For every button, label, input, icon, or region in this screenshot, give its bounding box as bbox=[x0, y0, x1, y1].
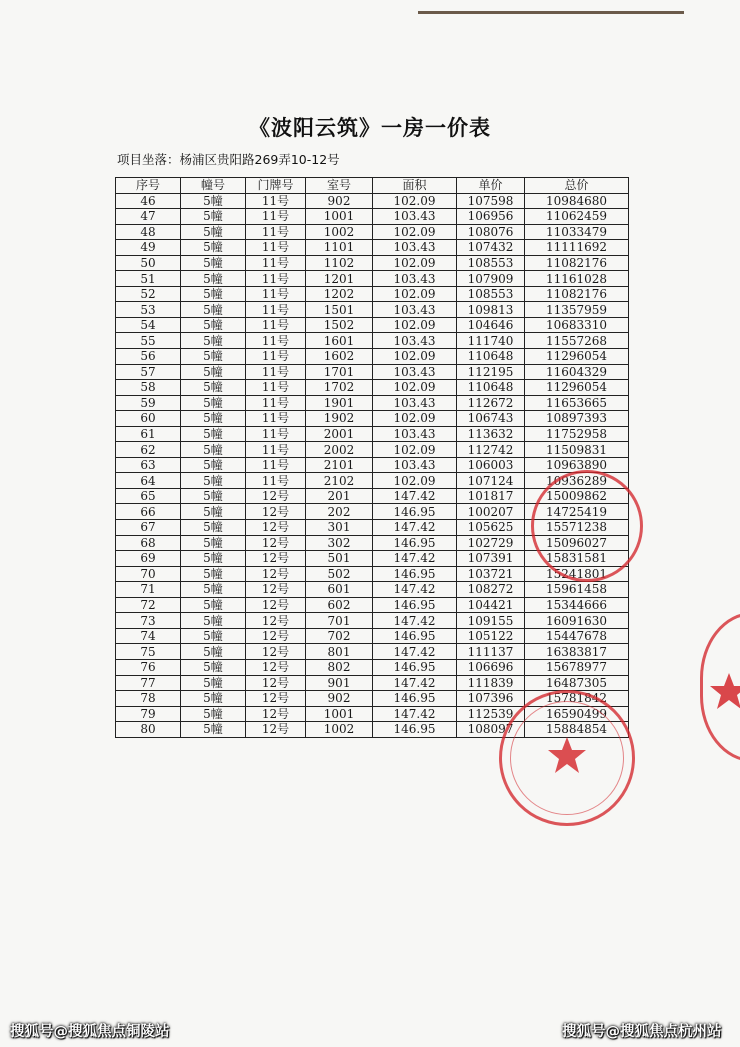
cell-door-number: 11号 bbox=[246, 240, 306, 256]
cell-door-number: 11号 bbox=[246, 317, 306, 333]
cell-area: 147.42 bbox=[373, 706, 457, 722]
cell-door-number: 11号 bbox=[246, 364, 306, 380]
cell-total-price: 15678977 bbox=[525, 659, 629, 675]
cell-unit-price: 109813 bbox=[457, 302, 525, 318]
table-row bbox=[116, 349, 629, 365]
cell-building: 5幢 bbox=[181, 193, 246, 209]
cell-area: 102.09 bbox=[373, 380, 457, 396]
table-row bbox=[116, 675, 629, 691]
cell-area: 103.43 bbox=[373, 364, 457, 380]
cell-room: 2102 bbox=[306, 473, 373, 489]
cell-total-price: 15241801 bbox=[525, 566, 629, 582]
cell-serial: 47 bbox=[116, 209, 181, 225]
cell-serial: 55 bbox=[116, 333, 181, 349]
table-row bbox=[116, 473, 629, 489]
cell-serial: 58 bbox=[116, 380, 181, 396]
cell-building: 5幢 bbox=[181, 286, 246, 302]
table-row bbox=[116, 286, 629, 302]
cell-room: 701 bbox=[306, 613, 373, 629]
cell-unit-price: 106003 bbox=[457, 457, 525, 473]
cell-area: 146.95 bbox=[373, 566, 457, 582]
cell-building: 5幢 bbox=[181, 209, 246, 225]
cell-unit-price: 105625 bbox=[457, 520, 525, 536]
cell-room: 501 bbox=[306, 551, 373, 567]
company-seal-stamp-edge bbox=[700, 612, 740, 762]
cell-unit-price: 107124 bbox=[457, 473, 525, 489]
cell-building: 5幢 bbox=[181, 488, 246, 504]
cell-building: 5幢 bbox=[181, 395, 246, 411]
cell-building: 5幢 bbox=[181, 473, 246, 489]
cell-room: 1901 bbox=[306, 395, 373, 411]
cell-total-price: 10963890 bbox=[525, 457, 629, 473]
table-row bbox=[116, 566, 629, 582]
cell-total-price: 15096027 bbox=[525, 535, 629, 551]
cell-room: 1001 bbox=[306, 706, 373, 722]
cell-total-price: 10897393 bbox=[525, 411, 629, 427]
cell-door-number: 11号 bbox=[246, 426, 306, 442]
cell-total-price: 10984680 bbox=[525, 193, 629, 209]
cell-unit-price: 108553 bbox=[457, 255, 525, 271]
cell-room: 801 bbox=[306, 644, 373, 660]
cell-building: 5幢 bbox=[181, 364, 246, 380]
cell-serial: 48 bbox=[116, 224, 181, 240]
cell-area: 102.09 bbox=[373, 442, 457, 458]
cell-total-price: 15781842 bbox=[525, 691, 629, 707]
table-row bbox=[116, 457, 629, 473]
table-row bbox=[116, 193, 629, 209]
cell-room: 802 bbox=[306, 659, 373, 675]
cell-area: 102.09 bbox=[373, 286, 457, 302]
header-area: 面积 bbox=[373, 178, 457, 194]
cell-unit-price: 112672 bbox=[457, 395, 525, 411]
cell-unit-price: 107598 bbox=[457, 193, 525, 209]
cell-serial: 60 bbox=[116, 411, 181, 427]
cell-unit-price: 106743 bbox=[457, 411, 525, 427]
cell-room: 902 bbox=[306, 691, 373, 707]
cell-total-price: 11653665 bbox=[525, 395, 629, 411]
table-row bbox=[116, 395, 629, 411]
cell-door-number: 11号 bbox=[246, 271, 306, 287]
cell-room: 202 bbox=[306, 504, 373, 520]
cell-building: 5幢 bbox=[181, 613, 246, 629]
cell-unit-price: 105122 bbox=[457, 628, 525, 644]
cell-total-price: 16383817 bbox=[525, 644, 629, 660]
cell-total-price: 11296054 bbox=[525, 380, 629, 396]
cell-room: 2101 bbox=[306, 457, 373, 473]
cell-door-number: 11号 bbox=[246, 380, 306, 396]
cell-area: 103.43 bbox=[373, 395, 457, 411]
table-row bbox=[116, 504, 629, 520]
cell-door-number: 11号 bbox=[246, 255, 306, 271]
cell-building: 5幢 bbox=[181, 582, 246, 598]
cell-area: 146.95 bbox=[373, 691, 457, 707]
cell-room: 1602 bbox=[306, 349, 373, 365]
cell-serial: 56 bbox=[116, 349, 181, 365]
cell-building: 5幢 bbox=[181, 349, 246, 365]
cell-door-number: 11号 bbox=[246, 457, 306, 473]
cell-total-price: 15884854 bbox=[525, 722, 629, 738]
cell-door-number: 11号 bbox=[246, 224, 306, 240]
cell-room: 1101 bbox=[306, 240, 373, 256]
cell-room: 1202 bbox=[306, 286, 373, 302]
cell-room: 1002 bbox=[306, 722, 373, 738]
cell-unit-price: 112539 bbox=[457, 706, 525, 722]
cell-door-number: 11号 bbox=[246, 473, 306, 489]
cell-door-number: 12号 bbox=[246, 613, 306, 629]
cell-room: 1502 bbox=[306, 317, 373, 333]
cell-building: 5幢 bbox=[181, 224, 246, 240]
cell-room: 1902 bbox=[306, 411, 373, 427]
header-unit-price: 单价 bbox=[457, 178, 525, 194]
table-row bbox=[116, 333, 629, 349]
table-row bbox=[116, 209, 629, 225]
cell-serial: 61 bbox=[116, 426, 181, 442]
table-row bbox=[116, 613, 629, 629]
cell-door-number: 12号 bbox=[246, 488, 306, 504]
cell-area: 146.95 bbox=[373, 535, 457, 551]
cell-door-number: 11号 bbox=[246, 395, 306, 411]
table-row bbox=[116, 224, 629, 240]
table-row bbox=[116, 644, 629, 660]
cell-serial: 73 bbox=[116, 613, 181, 629]
cell-total-price: 14725419 bbox=[525, 504, 629, 520]
table-row bbox=[116, 302, 629, 318]
cell-door-number: 12号 bbox=[246, 535, 306, 551]
cell-total-price: 11509831 bbox=[525, 442, 629, 458]
cell-room: 902 bbox=[306, 193, 373, 209]
cell-room: 1601 bbox=[306, 333, 373, 349]
cell-area: 103.43 bbox=[373, 271, 457, 287]
cell-area: 147.42 bbox=[373, 488, 457, 504]
watermark-left: 搜狐号@搜狐焦点铜陵站 bbox=[10, 1024, 170, 1040]
cell-door-number: 12号 bbox=[246, 597, 306, 613]
cell-serial: 57 bbox=[116, 364, 181, 380]
cell-total-price: 11082176 bbox=[525, 255, 629, 271]
cell-total-price: 15009862 bbox=[525, 488, 629, 504]
cell-room: 2002 bbox=[306, 442, 373, 458]
cell-area: 147.42 bbox=[373, 675, 457, 691]
cell-building: 5幢 bbox=[181, 551, 246, 567]
cell-door-number: 12号 bbox=[246, 675, 306, 691]
cell-building: 5幢 bbox=[181, 271, 246, 287]
cell-serial: 72 bbox=[116, 597, 181, 613]
cell-serial: 69 bbox=[116, 551, 181, 567]
cell-door-number: 12号 bbox=[246, 691, 306, 707]
cell-area: 102.09 bbox=[373, 473, 457, 489]
cell-door-number: 11号 bbox=[246, 333, 306, 349]
cell-area: 147.42 bbox=[373, 613, 457, 629]
table-row bbox=[116, 488, 629, 504]
cell-room: 1001 bbox=[306, 209, 373, 225]
cell-unit-price: 104421 bbox=[457, 597, 525, 613]
cell-area: 147.42 bbox=[373, 644, 457, 660]
cell-unit-price: 107909 bbox=[457, 271, 525, 287]
cell-unit-price: 107432 bbox=[457, 240, 525, 256]
cell-total-price: 10936289 bbox=[525, 473, 629, 489]
cell-unit-price: 110648 bbox=[457, 349, 525, 365]
cell-room: 901 bbox=[306, 675, 373, 691]
header-total-price: 总价 bbox=[525, 178, 629, 194]
cell-door-number: 11号 bbox=[246, 442, 306, 458]
table-row bbox=[116, 659, 629, 675]
cell-area: 103.43 bbox=[373, 240, 457, 256]
cell-door-number: 12号 bbox=[246, 582, 306, 598]
cell-building: 5幢 bbox=[181, 628, 246, 644]
header-building: 幢号 bbox=[181, 178, 246, 194]
cell-room: 1201 bbox=[306, 271, 373, 287]
cell-area: 102.09 bbox=[373, 349, 457, 365]
cell-total-price: 16091630 bbox=[525, 613, 629, 629]
table-row bbox=[116, 426, 629, 442]
cell-total-price: 10683310 bbox=[525, 317, 629, 333]
cell-building: 5幢 bbox=[181, 457, 246, 473]
cell-serial: 63 bbox=[116, 457, 181, 473]
cell-building: 5幢 bbox=[181, 691, 246, 707]
table-row bbox=[116, 380, 629, 396]
table-row bbox=[116, 535, 629, 551]
cell-serial: 62 bbox=[116, 442, 181, 458]
cell-building: 5幢 bbox=[181, 442, 246, 458]
cell-building: 5幢 bbox=[181, 644, 246, 660]
cell-unit-price: 101817 bbox=[457, 488, 525, 504]
cell-building: 5幢 bbox=[181, 722, 246, 738]
table-row bbox=[116, 364, 629, 380]
cell-area: 102.09 bbox=[373, 255, 457, 271]
table-row bbox=[116, 706, 629, 722]
cell-serial: 49 bbox=[116, 240, 181, 256]
cell-door-number: 12号 bbox=[246, 659, 306, 675]
cell-building: 5幢 bbox=[181, 333, 246, 349]
cell-room: 1102 bbox=[306, 255, 373, 271]
cell-area: 146.95 bbox=[373, 597, 457, 613]
cell-total-price: 11161028 bbox=[525, 271, 629, 287]
cell-unit-price: 111839 bbox=[457, 675, 525, 691]
cell-area: 146.95 bbox=[373, 628, 457, 644]
cell-total-price: 11557268 bbox=[525, 333, 629, 349]
cell-unit-price: 108076 bbox=[457, 224, 525, 240]
cell-door-number: 12号 bbox=[246, 644, 306, 660]
cell-door-number: 11号 bbox=[246, 411, 306, 427]
cell-door-number: 12号 bbox=[246, 504, 306, 520]
cell-building: 5幢 bbox=[181, 566, 246, 582]
cell-building: 5幢 bbox=[181, 255, 246, 271]
cell-door-number: 12号 bbox=[246, 628, 306, 644]
table-row bbox=[116, 722, 629, 738]
cell-serial: 66 bbox=[116, 504, 181, 520]
cell-total-price: 15447678 bbox=[525, 628, 629, 644]
cell-total-price: 11082176 bbox=[525, 286, 629, 302]
cell-unit-price: 109155 bbox=[457, 613, 525, 629]
cell-serial: 75 bbox=[116, 644, 181, 660]
watermark-right: 搜狐号@搜狐焦点杭州站 bbox=[562, 1024, 722, 1040]
cell-door-number: 11号 bbox=[246, 302, 306, 318]
cell-total-price: 11062459 bbox=[525, 209, 629, 225]
cell-unit-price: 102729 bbox=[457, 535, 525, 551]
header-room: 室号 bbox=[306, 178, 373, 194]
cell-building: 5幢 bbox=[181, 240, 246, 256]
table-row bbox=[116, 551, 629, 567]
cell-total-price: 11111692 bbox=[525, 240, 629, 256]
cell-serial: 77 bbox=[116, 675, 181, 691]
cell-door-number: 12号 bbox=[246, 722, 306, 738]
cell-area: 147.42 bbox=[373, 551, 457, 567]
table-row bbox=[116, 411, 629, 427]
cell-area: 103.43 bbox=[373, 457, 457, 473]
cell-area: 102.09 bbox=[373, 317, 457, 333]
cell-area: 103.43 bbox=[373, 209, 457, 225]
cell-area: 147.42 bbox=[373, 582, 457, 598]
cell-door-number: 11号 bbox=[246, 286, 306, 302]
cell-building: 5幢 bbox=[181, 380, 246, 396]
cell-unit-price: 111137 bbox=[457, 644, 525, 660]
seal-star-icon bbox=[547, 735, 587, 775]
cell-building: 5幢 bbox=[181, 504, 246, 520]
cell-room: 201 bbox=[306, 488, 373, 504]
table-row bbox=[116, 691, 629, 707]
cell-unit-price: 100207 bbox=[457, 504, 525, 520]
cell-door-number: 12号 bbox=[246, 706, 306, 722]
cell-total-price: 15961458 bbox=[525, 582, 629, 598]
cell-serial: 51 bbox=[116, 271, 181, 287]
cell-room: 301 bbox=[306, 520, 373, 536]
table-row bbox=[116, 240, 629, 256]
cell-area: 102.09 bbox=[373, 411, 457, 427]
cell-unit-price: 112195 bbox=[457, 364, 525, 380]
cell-total-price: 16590499 bbox=[525, 706, 629, 722]
cell-serial: 54 bbox=[116, 317, 181, 333]
cell-room: 1002 bbox=[306, 224, 373, 240]
cell-area: 103.43 bbox=[373, 302, 457, 318]
cell-serial: 50 bbox=[116, 255, 181, 271]
cell-serial: 76 bbox=[116, 659, 181, 675]
cell-total-price: 11357959 bbox=[525, 302, 629, 318]
cell-serial: 70 bbox=[116, 566, 181, 582]
cell-building: 5幢 bbox=[181, 520, 246, 536]
cell-serial: 71 bbox=[116, 582, 181, 598]
cell-unit-price: 103721 bbox=[457, 566, 525, 582]
table-row bbox=[116, 255, 629, 271]
cell-area: 103.43 bbox=[373, 426, 457, 442]
cell-serial: 65 bbox=[116, 488, 181, 504]
cell-area: 146.95 bbox=[373, 722, 457, 738]
document-title: 《波阳云筑》一房一价表 bbox=[249, 116, 491, 140]
cell-serial: 80 bbox=[116, 722, 181, 738]
header-serial: 序号 bbox=[116, 178, 181, 194]
cell-unit-price: 108553 bbox=[457, 286, 525, 302]
header-door-number: 门牌号 bbox=[246, 178, 306, 194]
cell-unit-price: 106696 bbox=[457, 659, 525, 675]
cell-serial: 64 bbox=[116, 473, 181, 489]
cell-building: 5幢 bbox=[181, 659, 246, 675]
cell-unit-price: 104646 bbox=[457, 317, 525, 333]
cell-door-number: 12号 bbox=[246, 551, 306, 567]
cell-room: 502 bbox=[306, 566, 373, 582]
cell-serial: 78 bbox=[116, 691, 181, 707]
project-location: 项目坐落：杨浦区贵阳路269弄10-12号 bbox=[117, 152, 340, 167]
cell-building: 5幢 bbox=[181, 706, 246, 722]
cell-serial: 46 bbox=[116, 193, 181, 209]
top-edge-rule bbox=[418, 11, 684, 14]
cell-door-number: 11号 bbox=[246, 193, 306, 209]
table-row bbox=[116, 520, 629, 536]
table-row bbox=[116, 442, 629, 458]
cell-total-price: 11604329 bbox=[525, 364, 629, 380]
cell-room: 602 bbox=[306, 597, 373, 613]
cell-area: 146.95 bbox=[373, 659, 457, 675]
cell-door-number: 11号 bbox=[246, 349, 306, 365]
cell-unit-price: 108097 bbox=[457, 722, 525, 738]
cell-total-price: 11296054 bbox=[525, 349, 629, 365]
cell-total-price: 15831581 bbox=[525, 551, 629, 567]
cell-area: 102.09 bbox=[373, 224, 457, 240]
cell-unit-price: 112742 bbox=[457, 442, 525, 458]
cell-door-number: 12号 bbox=[246, 520, 306, 536]
cell-room: 2001 bbox=[306, 426, 373, 442]
cell-serial: 59 bbox=[116, 395, 181, 411]
cell-room: 1501 bbox=[306, 302, 373, 318]
cell-serial: 79 bbox=[116, 706, 181, 722]
cell-building: 5幢 bbox=[181, 426, 246, 442]
cell-area: 102.09 bbox=[373, 193, 457, 209]
table-row bbox=[116, 582, 629, 598]
cell-unit-price: 113632 bbox=[457, 426, 525, 442]
cell-door-number: 12号 bbox=[246, 566, 306, 582]
seal-star-icon bbox=[709, 671, 740, 711]
cell-room: 302 bbox=[306, 535, 373, 551]
cell-building: 5幢 bbox=[181, 302, 246, 318]
cell-serial: 68 bbox=[116, 535, 181, 551]
cell-unit-price: 107396 bbox=[457, 691, 525, 707]
cell-unit-price: 110648 bbox=[457, 380, 525, 396]
cell-building: 5幢 bbox=[181, 535, 246, 551]
table-row bbox=[116, 317, 629, 333]
cell-serial: 52 bbox=[116, 286, 181, 302]
cell-room: 702 bbox=[306, 628, 373, 644]
cell-total-price: 15571238 bbox=[525, 520, 629, 536]
cell-building: 5幢 bbox=[181, 411, 246, 427]
cell-total-price: 15344666 bbox=[525, 597, 629, 613]
cell-total-price: 11033479 bbox=[525, 224, 629, 240]
cell-area: 103.43 bbox=[373, 333, 457, 349]
cell-building: 5幢 bbox=[181, 675, 246, 691]
table-body bbox=[116, 193, 629, 737]
table-row bbox=[116, 628, 629, 644]
price-table bbox=[115, 177, 629, 738]
cell-unit-price: 106956 bbox=[457, 209, 525, 225]
cell-area: 147.42 bbox=[373, 520, 457, 536]
cell-serial: 74 bbox=[116, 628, 181, 644]
cell-total-price: 11752958 bbox=[525, 426, 629, 442]
cell-serial: 67 bbox=[116, 520, 181, 536]
cell-building: 5幢 bbox=[181, 317, 246, 333]
cell-building: 5幢 bbox=[181, 597, 246, 613]
cell-unit-price: 111740 bbox=[457, 333, 525, 349]
cell-total-price: 16487305 bbox=[525, 675, 629, 691]
cell-room: 1702 bbox=[306, 380, 373, 396]
cell-serial: 53 bbox=[116, 302, 181, 318]
table-header-row bbox=[116, 178, 629, 194]
cell-unit-price: 108272 bbox=[457, 582, 525, 598]
cell-door-number: 11号 bbox=[246, 209, 306, 225]
cell-area: 146.95 bbox=[373, 504, 457, 520]
cell-room: 601 bbox=[306, 582, 373, 598]
cell-room: 1701 bbox=[306, 364, 373, 380]
cell-unit-price: 107391 bbox=[457, 551, 525, 567]
table-row bbox=[116, 271, 629, 287]
table-row bbox=[116, 597, 629, 613]
